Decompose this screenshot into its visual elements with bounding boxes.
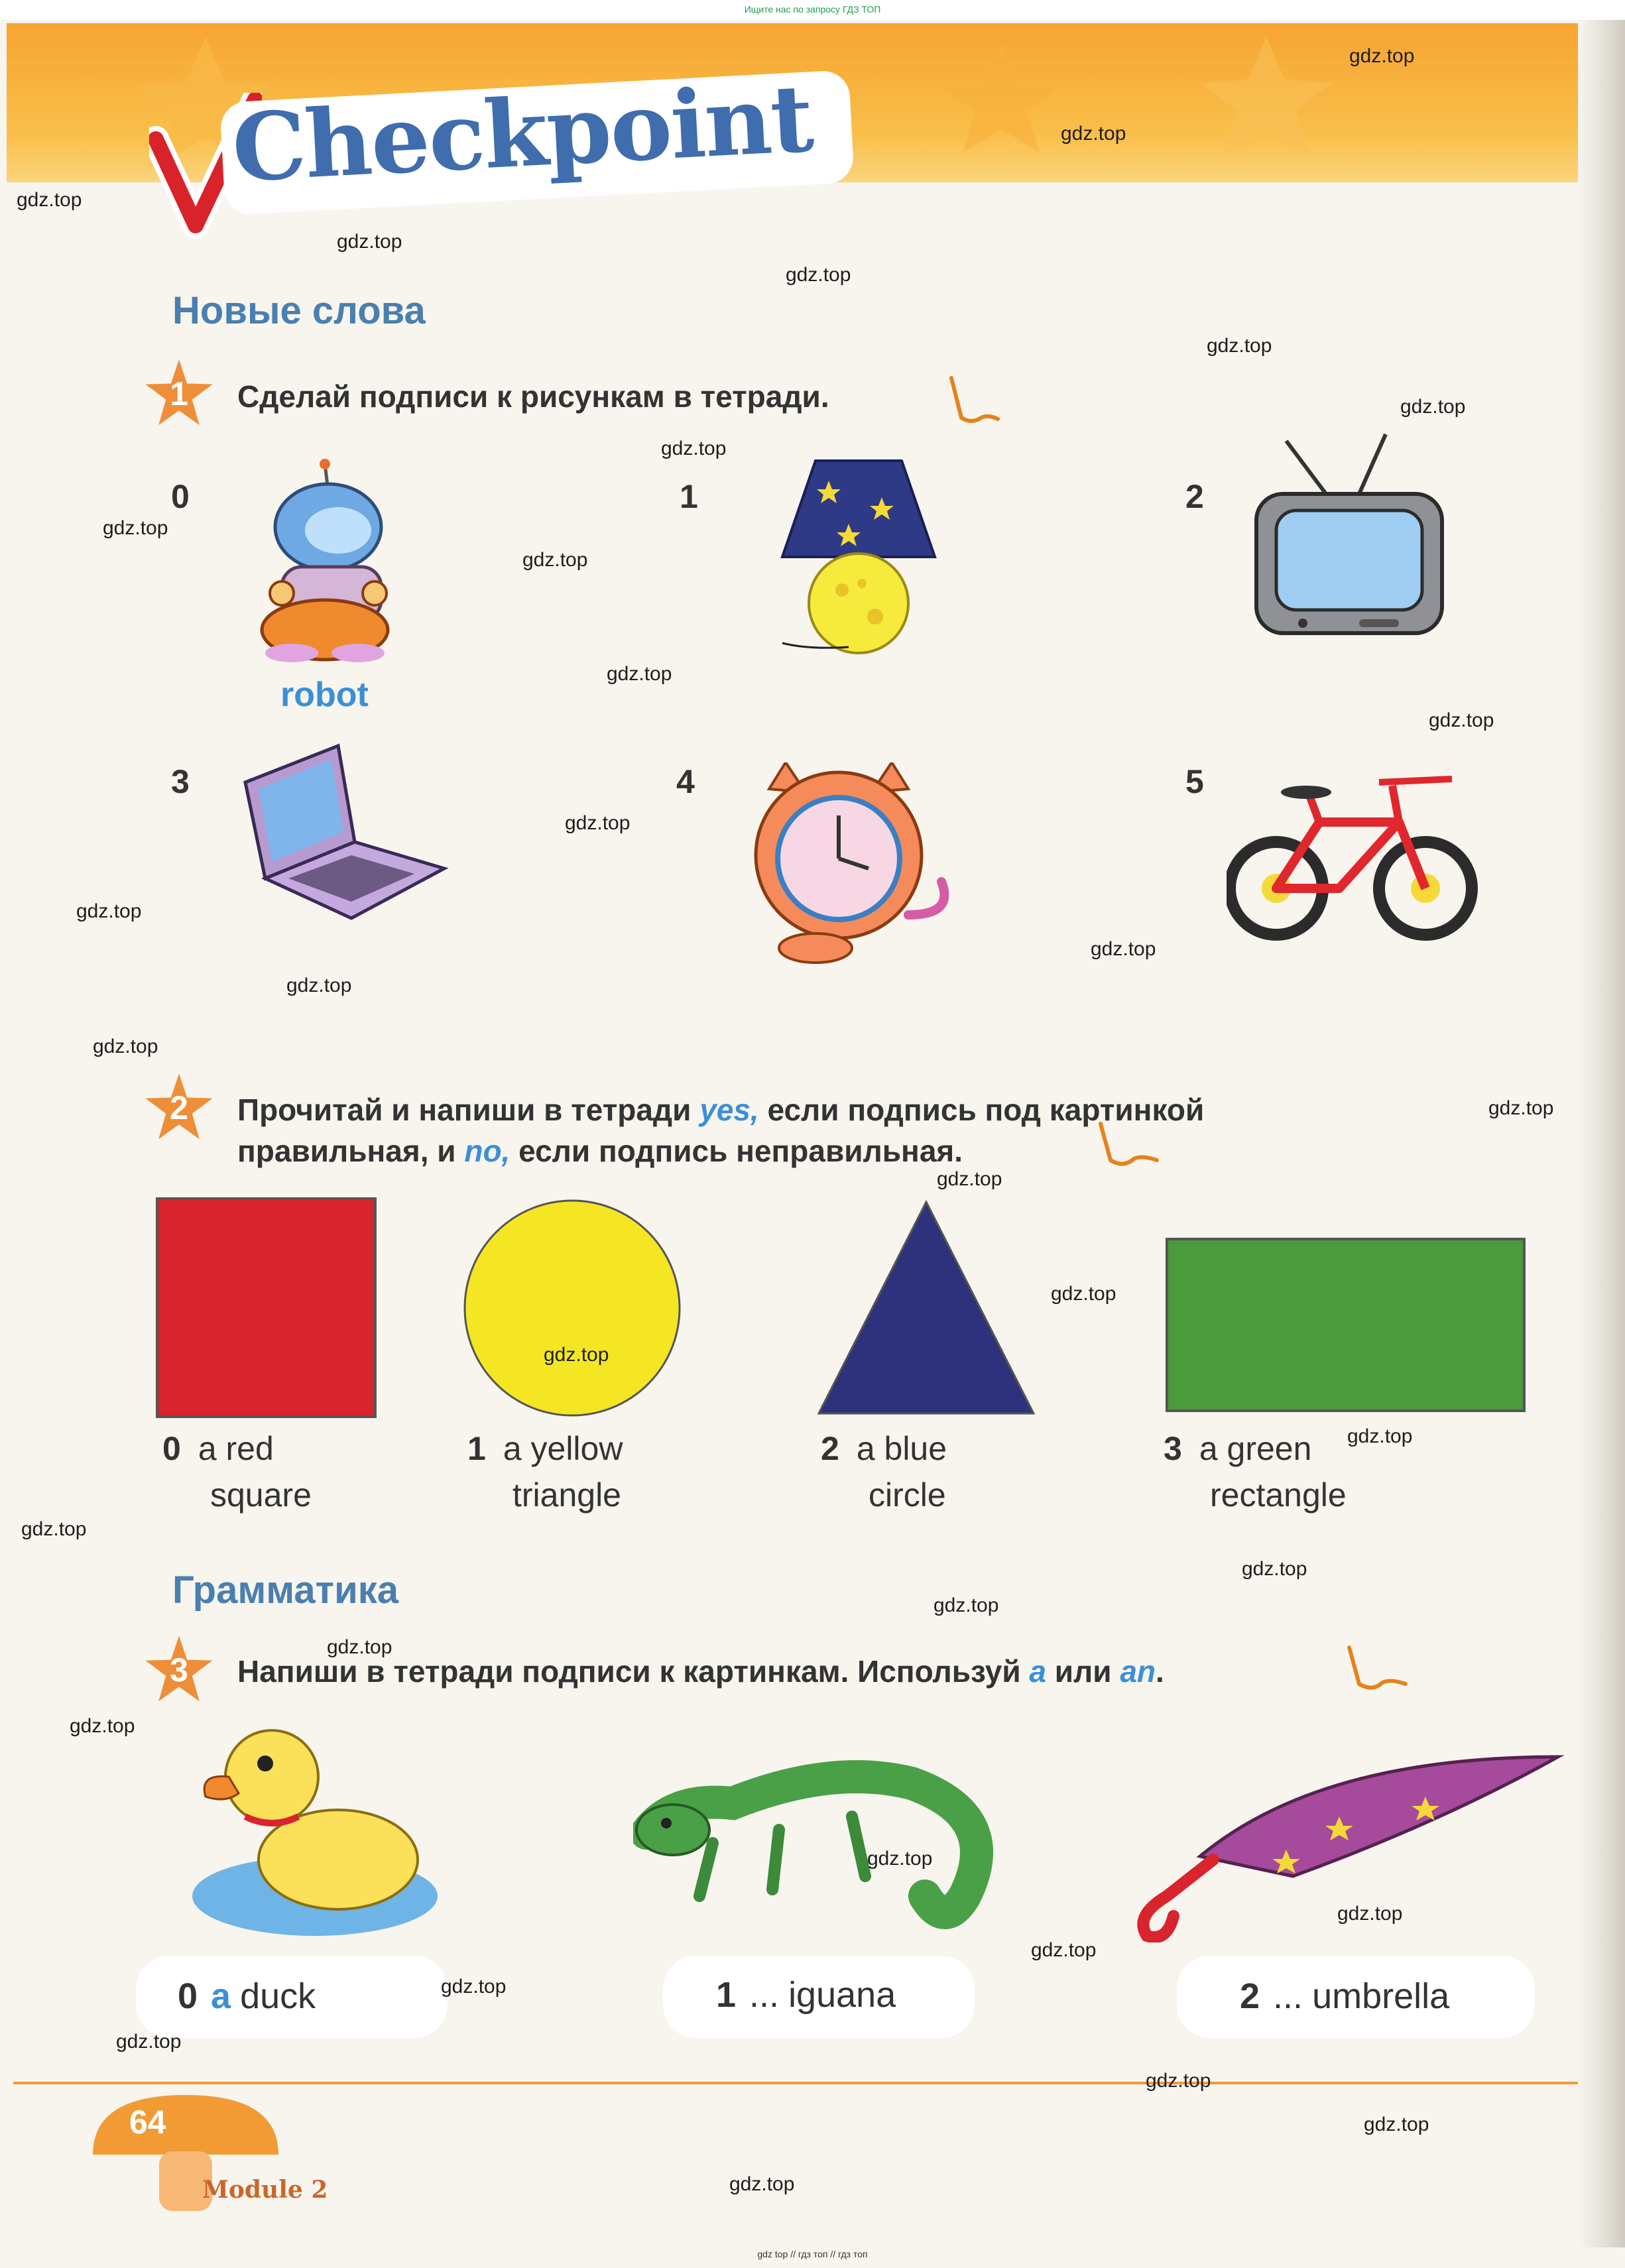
blue-triangle-shape [817,1200,1036,1415]
watermark: gdz.top [116,2031,182,2053]
item-number: 4 [676,763,695,800]
item-number: 1 [680,478,698,515]
watermark: gdz.top [1146,2070,1211,2092]
watermark: gdz.top [786,264,851,286]
item-number: 3 [171,763,190,800]
iguana-picture [633,1724,1004,1942]
watermark: gdz.top [867,1848,933,1870]
duck-picture [186,1704,444,1942]
bottom-note: gdz top // гдз топ // гдз топ [757,2249,868,2259]
watermark: gdz.top [729,2173,795,2195]
lamp-picture [769,451,948,656]
robot-picture [252,457,404,663]
watermark: gdz.top [607,663,672,685]
watermark: gdz.top [93,1036,158,1057]
watermark: gdz.top [1488,1097,1554,1119]
task-1-number: 1 [170,375,188,412]
task-3-instruction: Напиши в тетради подписи к картинкам. Используй a или an. [237,1654,1164,1689]
task-2-number: 2 [170,1089,188,1126]
watermark: gdz.top [441,1976,507,1998]
bicycle-picture [1227,756,1492,948]
task-1-instruction: Сделай подписи к рисункам в тетради. [237,379,829,414]
watermark: gdz.top [1061,123,1126,145]
watermark: gdz.top [337,231,402,253]
watermark: gdz.top [1031,1939,1097,1961]
answer-text: 1 ... iguana [716,1975,896,2015]
task-3-number: 3 [170,1651,188,1689]
item-number: 2 [1185,478,1204,515]
shape-caption: 1 a yellow triangle [467,1430,623,1514]
watermark: gdz.top [103,517,168,539]
watermark: gdz.top [1349,45,1415,67]
item-number: 0 [171,478,190,515]
watermark: gdz.top [1242,1558,1307,1580]
section-title-grammar: Грамматика [172,1569,399,1612]
robot-label: robot [280,676,369,714]
item-number: 5 [1185,763,1204,800]
watermark: gdz.top [17,189,82,211]
watermark: gdz.top [21,1518,87,1540]
watermark: gdz.top [70,1715,135,1737]
watermark: gdz.top [1429,709,1494,731]
clock-picture [743,762,968,968]
watermark: gdz.top [1347,1425,1413,1447]
watermark: gdz.top [286,975,352,996]
watermark: gdz.top [522,549,588,571]
page-spine [1578,20,1625,2247]
pencil-icon [1094,1120,1160,1173]
shape-caption: 0 a red square [162,1430,312,1514]
red-square-shape [156,1197,377,1418]
watermark: gdz.top [1337,1903,1403,1925]
watermark: gdz.top [1091,938,1156,960]
watermark: gdz.top [327,1636,392,1658]
watermark: gdz.top [933,1594,999,1616]
shape-caption: 2 a blue circle [821,1430,947,1514]
page-number: 64 [129,2104,166,2141]
top-note: Ищите нас по запросу ГДЗ ТОП [744,4,881,15]
watermark: gdz.top [76,900,142,922]
green-rectangle-shape [1166,1238,1526,1412]
answer-text: 0 a duck [178,1976,316,2016]
watermark: gdz.top [1051,1283,1116,1305]
watermark: gdz.top [1207,335,1272,357]
pencil-icon [1343,1644,1409,1697]
tv-picture [1246,431,1452,643]
watermark: gdz.top [565,812,631,834]
pencil-icon [941,371,1001,431]
watermark: gdz.top [661,438,727,459]
yellow-circle-shape [463,1199,682,1417]
watermark: gdz.top [1364,2114,1429,2135]
section-title-words: Новые слова [172,289,426,332]
module-label: Module 2 [202,2176,328,2204]
shape-caption: 3 a green rectangle [1164,1430,1347,1514]
footer-divider [13,2082,1604,2084]
watermark: gdz.top [937,1168,1002,1190]
watermark: gdz.top [544,1344,609,1366]
laptop-picture [239,743,451,928]
watermark: gdz.top [1400,396,1466,418]
page-title: Checkpoint [229,64,815,204]
answer-text: 2 ... umbrella [1240,1976,1450,2016]
task-2-instruction: Прочитай и напиши в тетради yes, если подпись под картинкой правильная, и no, если подпись неправильная. [237,1093,1205,1168]
